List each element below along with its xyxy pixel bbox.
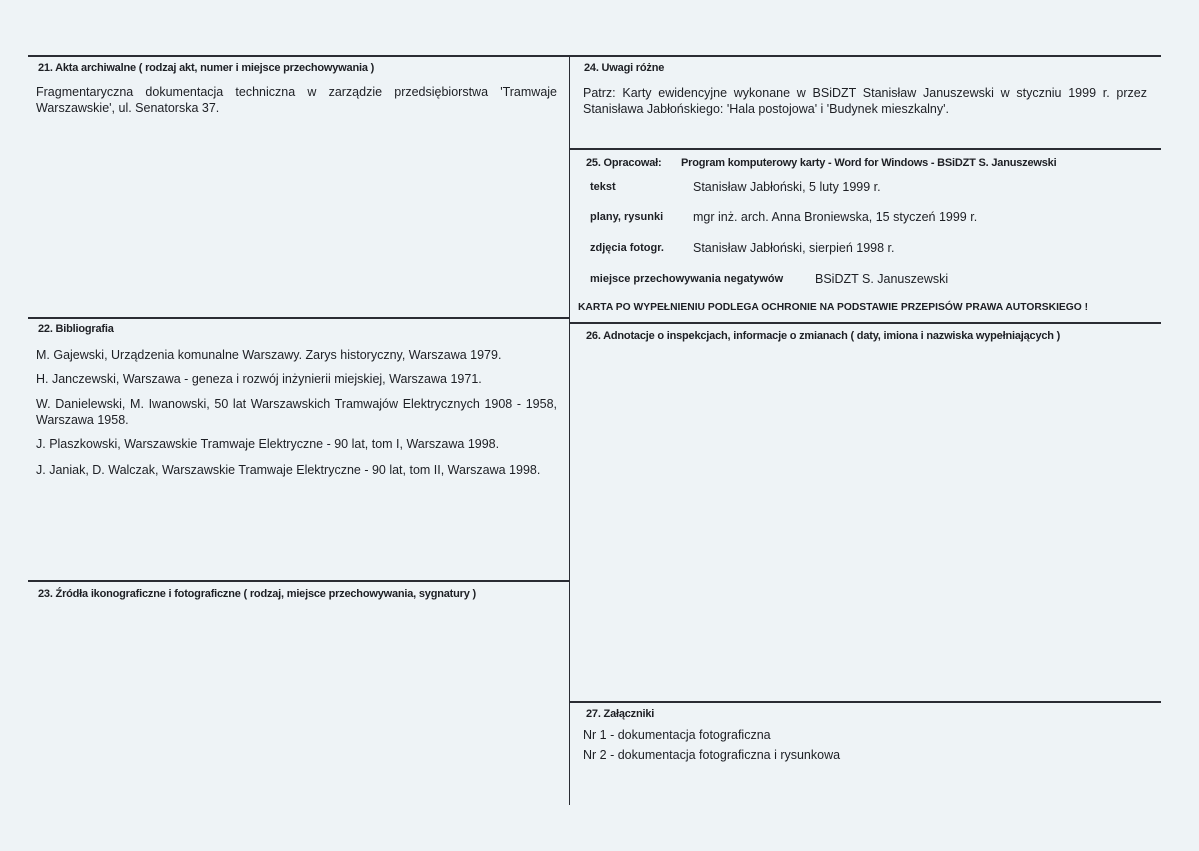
divider-26-27 <box>570 701 1161 703</box>
divider-21-22 <box>28 317 569 319</box>
center-divider <box>569 55 570 805</box>
row-label-zdjecia: zdjęcia fotogr. <box>590 242 664 254</box>
attachment-item: Nr 1 - dokumentacja fotograficzna <box>583 728 771 742</box>
bibliography-item: H. Janczewski, Warszawa - geneza i rozwój inżynierii miejskiej, Warszawa 1971. <box>36 372 482 386</box>
divider-25-26 <box>570 322 1161 324</box>
section-23-header: 23. Źródła ikonograficzne i fotograficzne ( rodzaj, miejsce przechowywania, sygnatury ) <box>38 588 476 600</box>
bibliography-item: J. Janiak, D. Walczak, Warszawskie Tramwaje Elektryczne - 90 lat, tom II, Warszawa 1998. <box>36 463 541 477</box>
section-27-header: 27. Załączniki <box>586 708 655 720</box>
section-24-header: 24. Uwagi różne <box>584 62 665 74</box>
row-value-negatywy: BSiDZT S. Januszewski <box>815 272 949 286</box>
section-24-text: Patrz: Karty ewidencyjne wykonane w BSiDZT Stanisław Januszewski w styczniu 1999 r. przez Stanisława Jabłońskiego: 'Hala postojowa' i 'Budynek mieszkalny'. <box>583 86 1147 116</box>
row-value-zdjecia: Stanisław Jabłoński, sierpień 1998 r. <box>693 241 895 255</box>
row-value-tekst: Stanisław Jabłoński, 5 luty 1999 r. <box>693 180 881 194</box>
section-21-header: 21. Akta archiwalne ( rodzaj akt, numer i miejsce przechowywania ) <box>38 62 375 74</box>
bibliography-item: J. Plaszkowski, Warszawskie Tramwaje Elektryczne - 90 lat, tom I, Warszawa 1998. <box>36 437 500 451</box>
section-22-header: 22. Bibliografia <box>38 323 114 335</box>
copyright-notice: KARTA PO WYPEŁNIENIU PODLEGA OCHRONIE NA PODSTAWIE PRZEPISÓW PRAWA AUTORSKIEGO ! <box>578 302 1089 313</box>
row-value-plany: mgr inż. arch. Anna Broniewska, 15 styczeń 1999 r. <box>693 210 978 224</box>
section-26-header: 26. Adnotacje o inspekcjach, informacje o zmianach ( daty, imiona i nazwiska wypełniających ) <box>586 330 1061 342</box>
row-label-tekst: tekst <box>590 181 616 193</box>
attachment-item: Nr 2 - dokumentacja fotograficzna i rysunkowa <box>583 748 841 762</box>
row-label-negatywy: miejsce przechowywania negatywów <box>590 273 784 285</box>
divider-24-25 <box>570 148 1161 150</box>
bibliography-item: M. Gajewski, Urządzenia komunalne Warszawy. Zarys historyczny, Warszawa 1979. <box>36 348 502 362</box>
row-label-plany: plany, rysunki <box>590 211 664 223</box>
section-25-label: 25. Opracował: <box>586 157 662 169</box>
bibliography-item: W. Danielewski, M. Iwanowski, 50 lat Warszawskich Tramwajów Elektrycznych 1908 - 1958, Warszawa 1958. <box>36 397 557 427</box>
section-21-text: Fragmentaryczna dokumentacja techniczna w zarządzie przedsiębiorstwa 'Tramwaje Warszawskie', ul. Senatorska 37. <box>36 85 557 115</box>
top-rule <box>28 55 1161 57</box>
divider-22-23 <box>28 580 569 582</box>
section-25-program: Program komputerowy karty - Word for Windows - BSiDZT S. Januszewski <box>681 157 1057 169</box>
